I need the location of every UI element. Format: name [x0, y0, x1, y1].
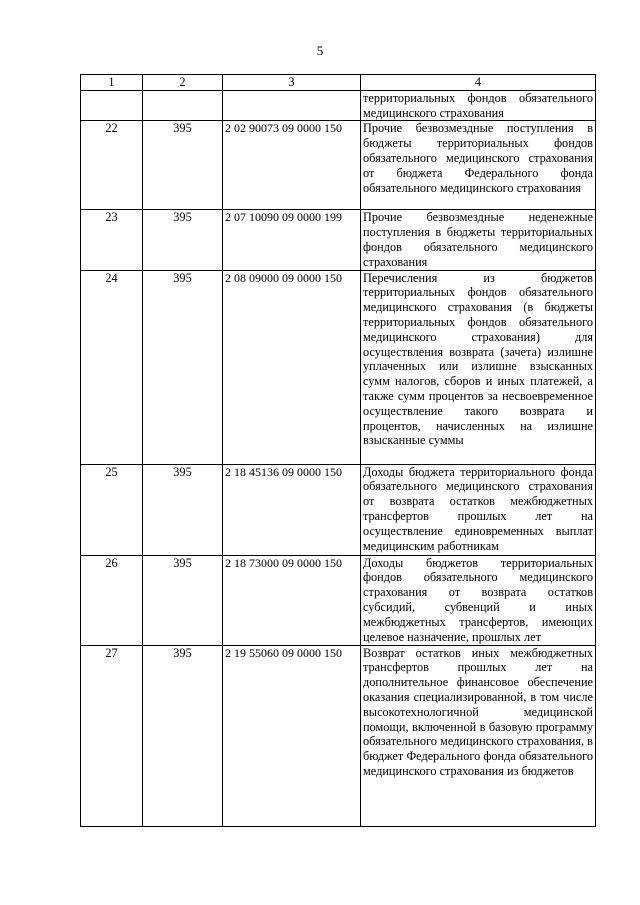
row-number: 22: [81, 121, 143, 210]
revenue-description: территориальных фондов обязательного медицинского страхования: [361, 90, 596, 121]
revenue-description: Доходы бюджета территориального фонда обязательного медицинского страхования от возврата остатков межбюджетных трансфертов прошлых лет на осуществление единовременных выплат медицинским работникам: [361, 464, 596, 555]
row-number: 26: [81, 555, 143, 645]
budget-classification-code: 2 19 55060 09 0000 150: [223, 645, 361, 826]
budget-classification-code: [223, 90, 361, 121]
admin-code: [143, 90, 223, 121]
column-header-2: 2: [143, 75, 223, 91]
table-row: [81, 90, 596, 121]
budget-classification-code: 2 18 45136 09 0000 150: [223, 464, 361, 555]
budget-classification-code: 2 08 09000 09 0000 150: [223, 270, 361, 464]
table-row: [81, 210, 596, 270]
table-row: [81, 555, 596, 645]
table-row: [81, 645, 596, 826]
admin-code: 395: [143, 210, 223, 270]
admin-code: 395: [143, 645, 223, 826]
revenue-description: Доходы бюджетов территориальных фондов обязательного медицинского страхования от возврата остатков субсидий, субвенций и иных межбюджетных трансфертов, имеющих целевое назначение, прошлых лет: [361, 555, 596, 645]
page-number: 5: [316, 43, 324, 58]
column-header-3: 3: [223, 75, 361, 91]
budget-classification-code: 2 07 10090 09 0000 199: [223, 210, 361, 270]
row-number: 25: [81, 464, 143, 555]
revenue-description: Перечисления из бюджетов территориальных фондов обязательного медицинского страхования (в бюджеты территориальных фондов обязательного медицинского страхования) для осуществления возврата (зачета) излишне уплаченных или излишне взысканных сумм налогов, сборов и иных платежей, а также сумм процентов за несвоевременное осуществление такого возврата и процентов, начисленных на излишне взысканные суммы: [361, 270, 596, 464]
budget-classification-code: 2 18 73000 09 0000 150: [223, 555, 361, 645]
table-row: [81, 464, 596, 555]
row-number: 24: [81, 270, 143, 464]
table-row: [81, 121, 596, 210]
column-header-1: 1: [81, 75, 143, 91]
admin-code: 395: [143, 270, 223, 464]
budget-classification-code: 2 02 90073 09 0000 150: [223, 121, 361, 210]
row-number: 23: [81, 210, 143, 270]
revenue-description: Возврат остатков иных межбюджетных трансфертов прошлых лет на дополнительное финансовое обеспечение оказания специализированной, в том числе высокотехнологичной медицинской помощи, включенной в базовую программу обязательного медицинского страхования, в бюджет Федерального фонда обязательного медицинского страхования из бюджетов: [361, 645, 596, 826]
admin-code: 395: [143, 464, 223, 555]
budget-revenue-table: [80, 74, 596, 827]
revenue-description: Прочие безвозмездные неденежные поступления в бюджеты территориальных фондов обязательного медицинского страхования: [361, 210, 596, 270]
admin-code: 395: [143, 121, 223, 210]
row-number: [81, 90, 143, 121]
revenue-description: Прочие безвозмездные поступления в бюджеты территориальных фондов обязательного медицинского страхования от бюджета Федерального фонда обязательного медицинского страхования: [361, 121, 596, 210]
table-header-row: [81, 75, 596, 91]
row-number: 27: [81, 645, 143, 826]
table-row: [81, 270, 596, 464]
column-header-4: 4: [361, 75, 596, 91]
admin-code: 395: [143, 555, 223, 645]
